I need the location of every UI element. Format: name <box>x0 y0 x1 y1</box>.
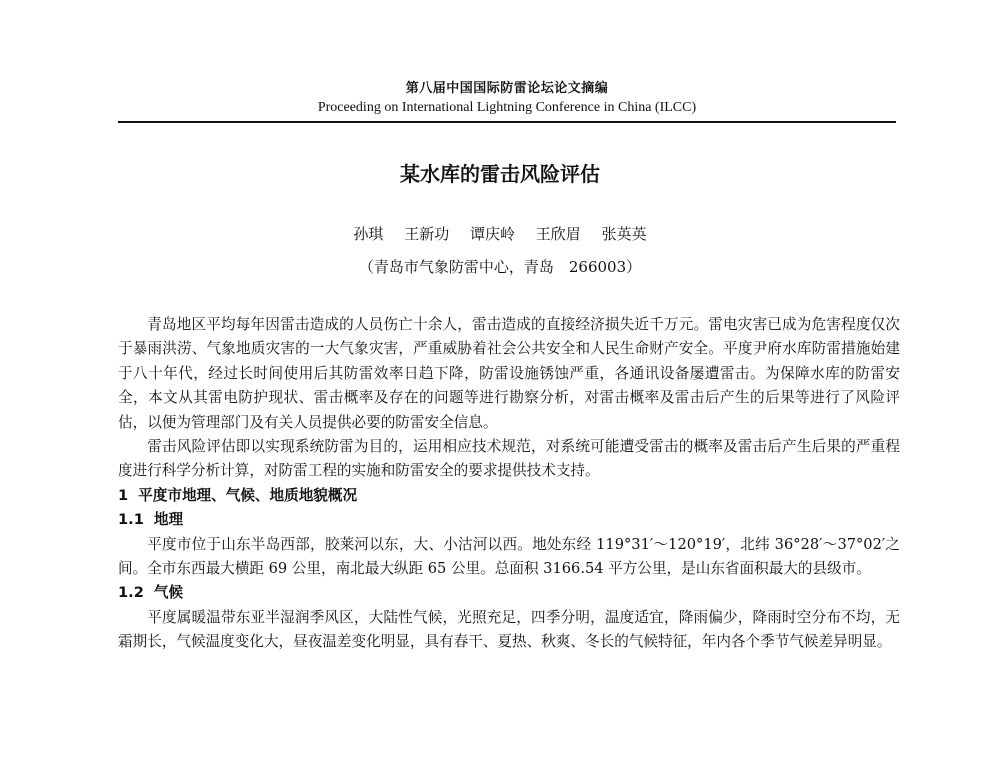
section-title: 平度市地理、气候、地质地貌概况 <box>138 486 358 504</box>
climate-paragraph: 平度属暖温带东亚半湿润季风区，大陆性气候，光照充足，四季分明，温度适宜，降雨偏少，降雨时空分布不均，无霜期长，气候温度变化大，昼夜温差变化明显，具有春干、夏热、秋爽、冬长的气候特征，年内各个季节气候差异明显。 <box>118 608 900 651</box>
geography-paragraph: 平度市位于山东半岛西部，胶莱河以东，大、小沽河以西。地处东经 119°31′～120°19′，北纬 36°28′～37°02′之间。全市东西最大横距 69 公里，南北最大纵距 65 公里。总面积 3166.54 平方公里，是山东省面积最大的县级市。 <box>118 535 900 578</box>
running-header <box>118 80 896 117</box>
author: 王欣眉 <box>535 225 581 243</box>
paper-title: 某水库的雷击风险评估 <box>400 162 600 186</box>
header-rule <box>118 121 896 123</box>
section-heading <box>118 484 900 508</box>
author-list <box>0 223 1000 245</box>
author: 张英英 <box>601 225 647 243</box>
intro-paragraph: 雷击风险评估即以实现系统防雷为目的，运用相应技术规范，对系统可能遭受雷击的概率及雷击后产生后果的严重程度进行科学分析计算，对防雷工程的实施和防雷安全的要求提供技术支持。 <box>118 438 900 480</box>
author-affiliation: （青岛市气象防雷中心，青岛 266003） <box>358 258 642 276</box>
author: 谭庆岭 <box>469 225 515 243</box>
subsection-heading <box>118 508 900 532</box>
proceeding-title-en: Proceeding on International Lightning Conference in China (ILCC) <box>317 100 697 115</box>
section-number: 1.1 <box>118 511 144 529</box>
paper-body <box>118 313 900 655</box>
intro-paragraph: 青岛地区平均每年因雷击造成的人员伤亡十余人，雷击造成的直接经济损失近千万元。雷电灾害已成为危害程度仅次于暴雨洪涝、气象地质灾害的一大气象灾害，严重威胁着社会公共安全和人民生命财产安全。平度尹府水库防雷措施始建于八十年代，经过长时间使用后其防雷效率日趋下降，防雷设施锈蚀严重，各通讯设备屡遭雷击。为保障水库的防雷安全，本文从其雷电防护现状、雷击概率及存在的问题等进行勘察分析，对雷击概率及雷击后产生的后果等进行了风险评估，以便为管理部门及有关人员提供必要的防雷安全信息。 <box>118 316 900 431</box>
section-number: 1.2 <box>118 584 144 602</box>
section-title: 气候 <box>153 584 184 602</box>
subsection-heading <box>118 581 900 605</box>
section-title: 地理 <box>153 511 184 529</box>
author: 孙琪 <box>353 225 384 243</box>
author: 王新功 <box>404 225 450 243</box>
proceeding-title-cn: 第八届中国国际防雷论坛论文摘编 <box>405 81 609 96</box>
section-number: 1 <box>118 486 129 504</box>
